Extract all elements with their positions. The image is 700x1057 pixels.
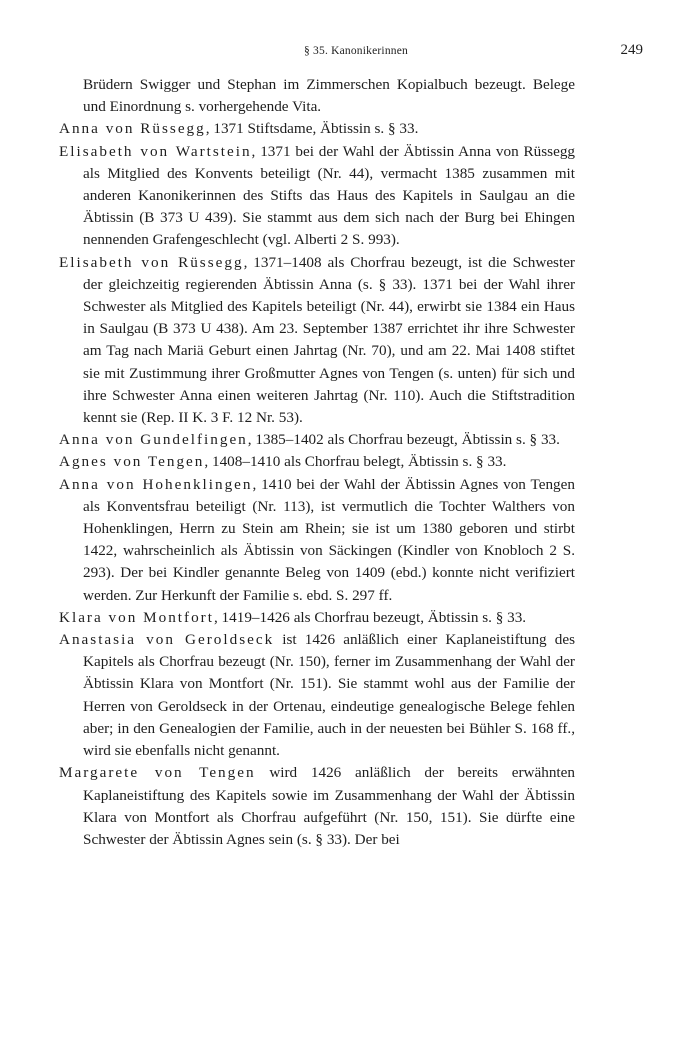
entry-name: Margarete von Tengen: [59, 764, 256, 782]
entry-text: ist 1426 anläßlich einer Kaplaneistiftung des Kapitels als Chorfrau bezeugt (Nr. 150), ferner im Zusammenhang der Wahl der Äbtissin Klara von Montfort (Nr. 151). Sie stammt wohl aus der Familie der Herren von Geroldseck in der Ortenau, eindeutige genealogische Belege fehlen aber; in den Genealogien der Familie, auch in der neuesten bei Bühler S. 168 ff., wird sie ebenfalls nicht genannt.: [83, 631, 575, 760]
entry-text: , 1385–1402 als Chorfrau bezeugt, Äbtissin s. § 33.: [247, 431, 560, 449]
running-title: § 35. Kanonikerinnen: [304, 45, 408, 57]
entry-elisabeth-von-wartstein: [59, 141, 575, 252]
entry-name: Anna von Hohenklingen: [59, 475, 253, 493]
entry-name: Elisabeth von Wartstein: [59, 142, 252, 160]
entry-text: Brüdern Swigger und Stephan im Zimmerschen Kopialbuch bezeugt. Belege und Einordnung s. vorhergehende Vita.: [83, 76, 575, 116]
entry-agnes-von-tengen: [59, 451, 575, 473]
entry-text: , 1410 bei der Wahl der Äbtissin Agnes von Tengen als Konventsfrau beteiligt (Nr. 113), ist vermutlich die Tochter Walthers von Hohenklingen, Herrn zu Stein am Rhein; sie ist um 1380 geboren und stirbt 1422, wahrscheinlich als Äbtissin von Säckingen (Kindler von Knobloch 2 S. 293). Der bei Kindler genannte Beleg von 1409 (ebd.) konnte nicht verifiziert werden. Zur Herkunft der Familie s. ebd. S. 297 ff.: [83, 475, 575, 604]
entry-text: , 1419–1426 als Chorfrau bezeugt, Äbtissin s. § 33.: [213, 608, 527, 626]
entry-name: Klara von Montfort: [59, 608, 214, 626]
entry-name: Elisabeth von Rüssegg: [59, 253, 244, 271]
entry-anastasia-von-geroldseck: [59, 629, 575, 762]
entry-name: Anna von Rüssegg: [59, 120, 206, 138]
entry-name: Agnes von Tengen: [59, 453, 205, 471]
entry-margarete-von-tengen: [59, 762, 575, 851]
entry-anna-von-gundelfingen: [59, 429, 575, 451]
entry-anna-von-ruessegg: [59, 118, 575, 140]
entry-name: Anastasia von Geroldseck: [59, 631, 275, 649]
entry-klara-von-montfort: [59, 607, 575, 629]
body-text: [59, 74, 575, 851]
continued-paragraph: [59, 74, 575, 118]
entry-text: wird 1426 anläßlich der bereits erwähnten Kaplaneistiftung des Kapitels sowie im Zusammenhang der Wahl der Äbtissin Klara von Montfort als Chorfrau aufgeführt (Nr. 150, 151). Sie dürfte eine Schwester der Äbtissin Agnes sein (s. § 33). Der bei: [83, 764, 575, 848]
page-number: 249: [620, 42, 643, 58]
running-head: [56, 42, 656, 64]
entry-anna-von-hohenklingen: [59, 474, 575, 607]
entry-name: Anna von Gundelfingen: [59, 431, 248, 449]
entry-text: , 1408–1410 als Chorfrau belegt, Äbtissin s. § 33.: [204, 453, 507, 471]
entry-text: , 1371 bei der Wahl der Äbtissin Anna von Rüssegg als Mitglied des Konvents beteiligt (Nr. 44), vermacht 1385 zusammen mit anderen Kanonikerinnen des Stifts das Haus des Kapitels in Saulgau an die Äbtissin (B 373 U 439). Sie stammt aus dem sich nach der Burg bei Ehingen nennenden Grafengeschlecht (vgl. Alberti 2 S. 993).: [83, 142, 576, 249]
entry-text: , 1371 Stiftsdame, Äbtissin s. § 33.: [205, 120, 419, 138]
entry-elisabeth-von-ruessegg: [59, 252, 575, 430]
entry-text: , 1371–1408 als Chorfrau bezeugt, ist die Schwester der gleichzeitig regierenden Äbtissin Anna (s. § 33). 1371 bei der Wahl ihrer Schwester als Mitglied des Kapitels beteiligt (Nr. 44), erwirbt sie 1384 ein Haus in Saulgau (B 373 U 438). Am 23. September 1387 errichtet ihr ihre Schwester am Tag nach Mariä Geburt einen Jahrtag (Nr. 70), und am 22. Mai 1408 stiftet sie mit Zustimmung ihrer Großmutter Agnes von Tengen (s. unten) für sich und ihre Schwester Anna einen weiteren Jahrtag (Nr. 110). Auch die Stiftstradition kennt sie (Rep. II K. 3 F. 12 Nr. 53).: [83, 253, 575, 427]
